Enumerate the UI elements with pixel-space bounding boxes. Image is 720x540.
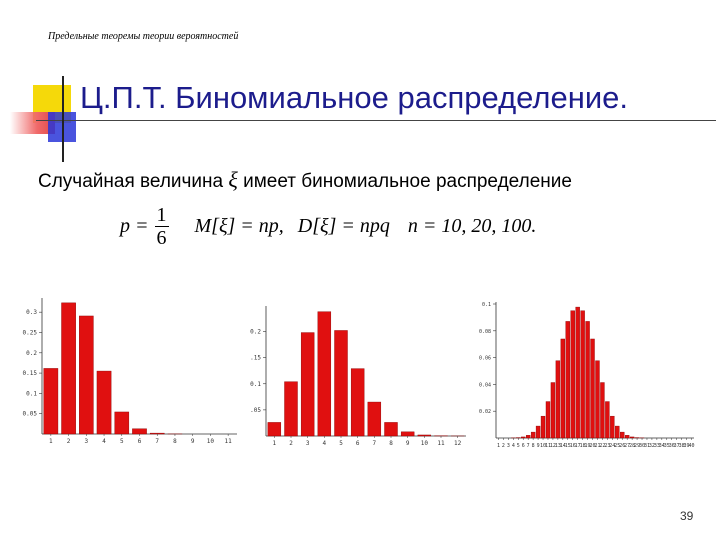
x-tick-label: 6 xyxy=(137,438,142,445)
x-tick-label: 11 xyxy=(224,438,232,445)
x-tick-label: 40 xyxy=(688,443,695,449)
histogram-bar xyxy=(368,402,381,436)
histogram-bar xyxy=(591,339,595,438)
y-tick-label: 0.15 xyxy=(22,370,37,378)
x-tick-label: 36 xyxy=(668,443,675,449)
x-tick-label: 5 xyxy=(516,443,520,449)
y-tick-label: 0.1 xyxy=(250,380,261,388)
x-tick-label: 1 xyxy=(272,440,277,447)
histogram-bar xyxy=(546,402,550,438)
x-tick-label: 23 xyxy=(604,443,611,449)
x-tick-label: 20 xyxy=(589,443,596,449)
x-tick-label: 11 xyxy=(544,443,551,449)
formula-fraction xyxy=(155,204,169,249)
histogram-bar xyxy=(401,432,414,436)
x-tick-label: 10 xyxy=(206,438,215,445)
formula-variance: D[ξ] = npq xyxy=(297,214,390,237)
x-tick-label: 24 xyxy=(609,443,616,449)
histogram-bar xyxy=(335,330,348,436)
statement-after: имеет биномиальное распределение xyxy=(243,171,572,192)
y-tick-label: 0.25 xyxy=(22,329,37,337)
x-tick-label: 3 xyxy=(84,438,89,445)
x-tick-label: 34 xyxy=(658,443,665,449)
x-tick-label: 2 xyxy=(289,440,293,447)
x-tick-label: 11 xyxy=(437,440,445,447)
x-tick-label: 7 xyxy=(155,438,160,445)
slide-number: 39 xyxy=(680,509,694,523)
histogram-bar xyxy=(625,435,629,438)
histogram-bar xyxy=(586,321,590,438)
y-tick-label: 0.05 xyxy=(22,410,37,418)
x-tick-label: 5 xyxy=(339,440,343,447)
histogram-n10 xyxy=(14,296,244,456)
x-tick-label: 7 xyxy=(526,443,530,449)
formula xyxy=(120,196,536,256)
histogram-bar xyxy=(268,422,281,436)
histogram-bar xyxy=(610,416,614,438)
histogram-bar xyxy=(605,402,609,438)
x-tick-label: 35 xyxy=(663,443,670,449)
x-tick-label: 12 xyxy=(549,443,556,449)
x-tick-label: 6 xyxy=(355,440,360,447)
y-tick-label: 0.2 xyxy=(250,328,261,336)
histogram-bar xyxy=(132,429,146,434)
histogram-bar xyxy=(561,339,565,438)
histogram-bar xyxy=(615,426,619,438)
x-tick-label: 7 xyxy=(372,440,377,447)
histogram-bar xyxy=(551,383,555,438)
x-tick-label: 30 xyxy=(639,443,646,449)
x-tick-label: 25 xyxy=(614,443,621,449)
histogram-bar xyxy=(385,422,398,436)
y-tick-label: 0.08 xyxy=(478,328,491,335)
fraction-numerator: 1 xyxy=(156,203,167,226)
histogram-bar xyxy=(531,432,535,438)
x-tick-label: 26 xyxy=(619,443,626,449)
y-tick-label: .15 xyxy=(250,354,261,362)
y-tick-label: 0.06 xyxy=(478,355,491,362)
y-tick-label: 0.02 xyxy=(478,409,491,416)
slide-header: Предельные теоремы теории вероятностей xyxy=(48,31,239,42)
formula-n-values: n = 10, 20, 100. xyxy=(407,214,537,237)
histogram-bar xyxy=(571,311,575,438)
x-tick-label: 2 xyxy=(66,438,71,445)
statement-before: Случайная величина xyxy=(38,171,224,192)
histogram-bar xyxy=(541,416,545,438)
y-tick-label: .05 xyxy=(250,406,261,414)
histogram-bar xyxy=(595,361,599,438)
histogram-bar xyxy=(526,435,530,438)
x-tick-label: 8 xyxy=(173,438,177,445)
x-tick-label: 33 xyxy=(653,443,660,449)
x-tick-label: 18 xyxy=(579,443,586,449)
histogram-n100 xyxy=(470,300,700,455)
histogram-bar xyxy=(521,437,525,438)
histogram-bar xyxy=(566,321,570,438)
x-tick-label: 8 xyxy=(531,443,535,449)
x-tick-label: 15 xyxy=(564,443,571,449)
x-tick-label: 9 xyxy=(536,443,540,449)
x-tick-label: 32 xyxy=(648,443,655,449)
x-tick-label: 4 xyxy=(102,438,106,445)
histogram-bar xyxy=(418,435,431,436)
x-tick-label: 3 xyxy=(305,440,310,447)
histogram-bar xyxy=(44,368,58,434)
x-tick-label: 16 xyxy=(569,443,576,449)
x-tick-label: 5 xyxy=(119,438,124,445)
x-tick-label: 27 xyxy=(624,443,631,449)
histogram-bar xyxy=(115,412,129,434)
x-tick-label: 1 xyxy=(49,438,53,445)
histogram-n20-svg xyxy=(242,300,472,455)
x-tick-label: 28 xyxy=(629,443,636,449)
histogram-n20 xyxy=(242,300,472,455)
x-tick-label: 9 xyxy=(405,440,410,447)
formula-p-label: p = xyxy=(120,214,149,237)
x-tick-label: 10 xyxy=(540,443,547,449)
decor-vertical-line xyxy=(62,76,64,162)
formula-mean: M[ξ] = np, xyxy=(194,214,284,237)
decor-horizontal-line xyxy=(36,120,716,121)
x-tick-label: 4 xyxy=(322,440,327,447)
x-tick-label: 8 xyxy=(389,440,393,447)
histogram-bar xyxy=(62,303,76,434)
y-tick-label: 0.3 xyxy=(26,309,37,317)
x-tick-label: 29 xyxy=(634,443,641,449)
x-tick-label: 39 xyxy=(683,443,690,449)
x-tick-label: 9 xyxy=(190,438,195,445)
x-tick-label: 2 xyxy=(501,443,505,449)
x-tick-label: 3 xyxy=(506,443,510,449)
slide-title: Ц.П.Т. Биномиальное распределение. xyxy=(80,80,628,115)
histogram-bar xyxy=(351,369,364,436)
x-tick-label: 12 xyxy=(454,440,462,447)
x-tick-label: 19 xyxy=(584,443,591,449)
xi-symbol: ξ xyxy=(228,167,238,192)
x-tick-label: 6 xyxy=(521,443,525,449)
x-tick-label: 22 xyxy=(599,443,606,449)
histogram-bar xyxy=(620,432,624,438)
x-tick-label: 21 xyxy=(594,443,601,449)
histogram-bar xyxy=(301,333,314,436)
x-tick-label: 37 xyxy=(673,443,680,449)
statement xyxy=(38,167,572,193)
x-tick-label: 10 xyxy=(420,440,428,447)
histogram-bar xyxy=(600,383,604,438)
x-tick-label: 1 xyxy=(496,443,500,449)
histogram-bar xyxy=(97,371,111,434)
x-tick-label: 17 xyxy=(574,443,581,449)
histogram-bar xyxy=(79,316,93,434)
y-tick-label: 0.04 xyxy=(478,382,491,389)
histogram-bar xyxy=(285,382,298,436)
x-tick-label: 38 xyxy=(678,443,685,449)
histogram-n10-svg xyxy=(14,296,244,456)
x-tick-label: 4 xyxy=(511,443,515,449)
histogram-bar xyxy=(536,426,540,438)
histogram-bar xyxy=(318,312,331,436)
y-tick-label: 0.2 xyxy=(26,349,37,357)
histogram-bar xyxy=(556,361,560,438)
x-tick-label: 14 xyxy=(559,443,566,449)
histogram-bar xyxy=(630,437,634,438)
histogram-n100-svg xyxy=(470,300,700,455)
x-tick-label: 13 xyxy=(554,443,561,449)
histogram-bar xyxy=(150,433,164,434)
x-tick-label: 31 xyxy=(643,443,650,449)
fraction-denominator: 6 xyxy=(156,226,167,249)
histogram-bar xyxy=(581,311,585,438)
y-tick-label: 0.1 xyxy=(26,390,37,398)
histogram-bar xyxy=(576,307,580,438)
y-tick-label: 0.1 xyxy=(481,302,491,308)
